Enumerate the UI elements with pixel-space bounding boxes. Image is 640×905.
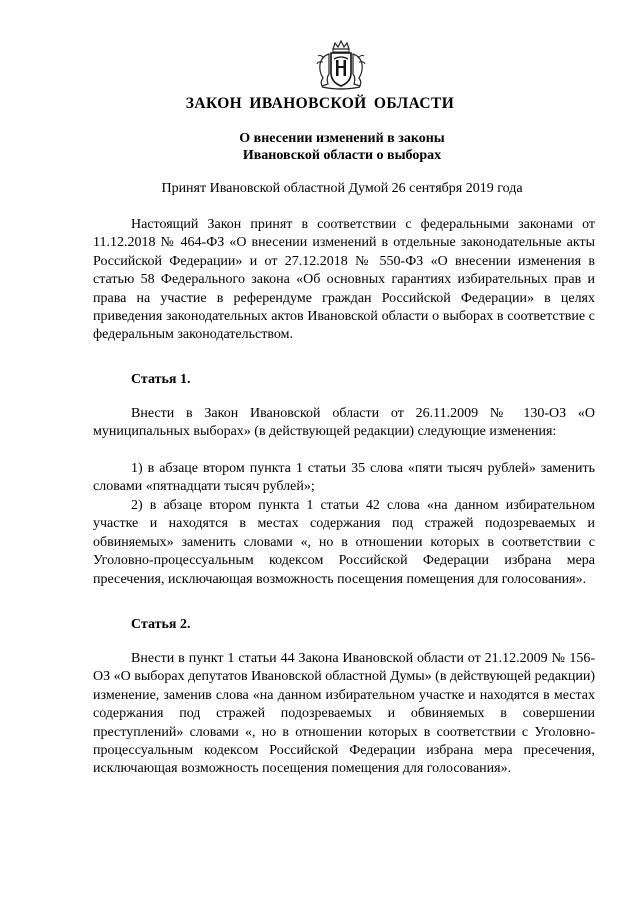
article-1-heading: Статья 1. [131,372,191,387]
coat-of-arms-icon [314,40,368,92]
article-1-item-2: 2) в абзаце втором пункта 1 статьи 42 слова «на данном избирательном участке и находятся в местах содержания под стражей подозреваемых и обвиняемых» заменить словами «, но в отношении которых в соответствии с Уголовно-процессуальным кодексом Российской Федерации избрана мера пресечения, исключающая возможность посещения помещения для голосования». [93,498,595,587]
article-1-item-1: 1) в абзаце втором пункта 1 статьи 35 слова «пяти тысяч рублей» заменить словами «пятнадцати тысяч рублей»; [93,461,595,495]
preamble-paragraph: Настоящий Закон принят в соответствии с федеральными законами от 11.12.2018 № 464-ФЗ «О внесении изменений в отдельные законодательные акты Российской Федерации» и от 27.12.2018 № 550-ФЗ «О внесении изменения в статью 58 Федерального закона «Об основных гарантиях избирательных прав и права на участие в референдуме граждан Российской Федерации» в целях приведения законодательных актов Ивановской области о выборах в соответствие с федеральным законодательством. [93,217,595,343]
law-title: ЗАКОН ИВАНОВСКОЙ ОБЛАСТИ [185,95,455,112]
law-subtitle [0,130,640,164]
article-2-heading: Статья 2. [131,617,191,632]
subtitle-line: Ивановской области о выборах [242,148,442,163]
adoption-date: Принят Ивановской областной Думой 26 сентября 2019 года [161,181,523,196]
article-2-text: Внести в пункт 1 статьи 44 Закона Ивановской области от 21.12.2009 № 156-ОЗ «О выборах депутатов Ивановской областной Думы» (в действующей редакции) изменение, заменив слова «на данном избирательном участке и находятся в местах содержания под стражей подозреваемых и обвиняемых в совершении преступлений» словами «, но в отношении которых в соответствии с Уголовно-процессуальным кодексом Российской Федерации избрана мера пресечения, исключающая возможность посещения помещения для голосования». [93,651,595,777]
article-1-intro: Внести в Закон Ивановской области от 26.11.2009 № 130-ОЗ «О муниципальных выборах» (в действующей редакции) следующие изменения: [93,406,595,440]
subtitle-line: О внесении изменений в законы [239,131,445,146]
